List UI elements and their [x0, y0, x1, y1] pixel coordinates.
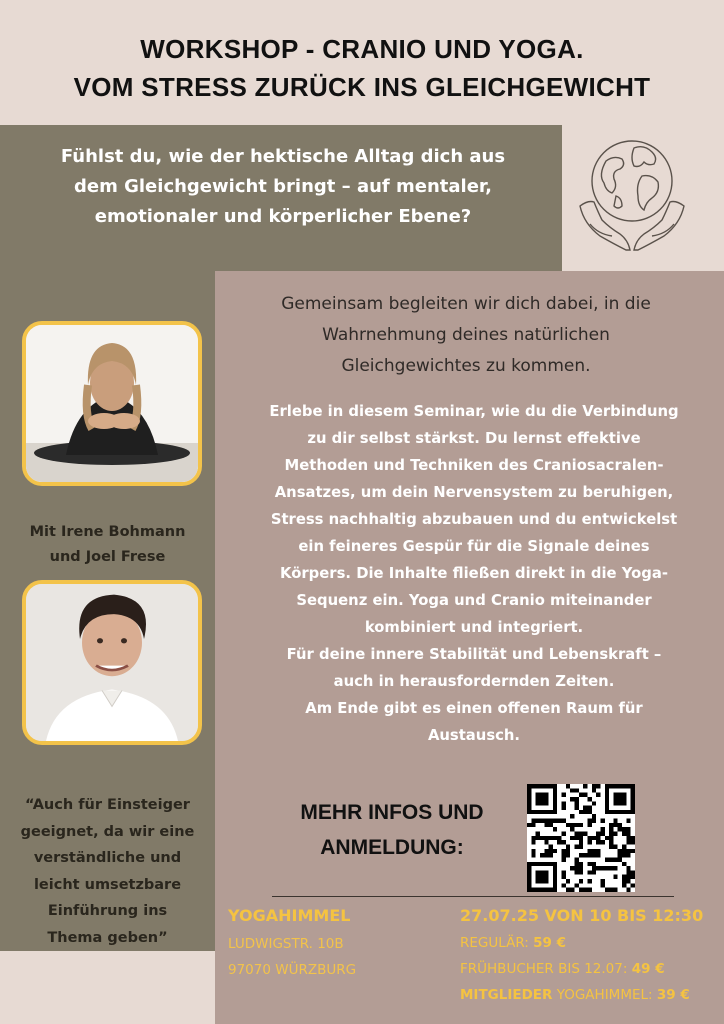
- price-member-label: YOGAHIMMEL:: [552, 987, 657, 1003]
- quote-line: Thema geben”: [47, 929, 168, 946]
- quote-line: Einführung ins: [47, 903, 168, 919]
- venue-city: 97070 WÜRZBURG: [228, 962, 357, 978]
- question-line-1: Fühlst du, wie der hektische Alltag dich aus: [60, 146, 506, 167]
- description-line: Austausch.: [427, 727, 521, 744]
- intro-line-2: Wahrnehmung deines natürlichen: [322, 325, 610, 345]
- quote-text: [0, 792, 215, 951]
- description-line: Am Ende gibt es einen offenen Raum für: [305, 700, 643, 717]
- price-early-value: 49 €: [631, 961, 665, 977]
- photo-joel-frese: [22, 580, 202, 745]
- event-date: 27.07.25 VON 10 BIS 12:30: [460, 906, 704, 925]
- venue-street: LUDWIGSTR. 10B: [228, 936, 344, 952]
- question-line-3: emotionaler und körperlicher Ebene?: [94, 206, 472, 227]
- price-member-label-bold: MITGLIEDER: [460, 987, 553, 1003]
- more-info-line-2: ANMELDUNG:: [320, 836, 464, 859]
- title-line-2: VOM STRESS ZURÜCK INS GLEICHGEWICHT: [73, 72, 651, 102]
- more-info-heading: [258, 795, 526, 865]
- description-line: Erlebe in diesem Seminar, wie du die Verbindung: [269, 403, 679, 420]
- quote-line: leicht umsetzbare: [33, 876, 182, 893]
- hosts-line-1: Mit Irene Bohmann: [29, 524, 186, 540]
- description-line: zu dir selbst stärkst. Du lernst effektive: [307, 430, 641, 447]
- description-line: Sequenz ein. Yoga und Cranio miteinander: [296, 592, 652, 609]
- description-line: Methoden und Techniken des Craniosacralen-: [284, 457, 664, 474]
- description-line: Stress nachhaltig abzubauen und du entwickelst: [270, 511, 678, 528]
- qr-code[interactable]: [527, 784, 635, 892]
- question-line-2: dem Gleichgewicht bringt – auf mentaler,: [74, 176, 492, 197]
- intro-text: [236, 289, 696, 382]
- intro-line-1: Gemeinsam begleiten wir dich dabei, in die: [281, 294, 651, 314]
- description-line: Ansatzes, um dein Nervensystem zu beruhigen,: [274, 484, 674, 501]
- price-regular: [460, 935, 566, 951]
- venue-name: YOGAHIMMEL: [228, 906, 351, 925]
- description-line: ein feineres Gespür für die Signale deines: [298, 538, 650, 555]
- price-member-value: 39 €: [656, 987, 690, 1003]
- price-member: [460, 987, 690, 1003]
- title-line-1: WORKSHOP - CRANIO UND YOGA.: [140, 34, 584, 64]
- price-early: [460, 961, 665, 977]
- price-early-label: FRÜHBUCHER BIS 12.07:: [460, 961, 632, 977]
- photo-irene-bohmann: [22, 321, 202, 486]
- description-line: kombiniert und integriert.: [364, 619, 584, 636]
- divider: [272, 896, 674, 897]
- description-line: Körpers. Die Inhalte fließen direkt in die Yoga-: [280, 565, 668, 582]
- description-line: Für deine innere Stabilität und Lebenskraft –: [286, 646, 662, 663]
- page-title: [0, 30, 724, 106]
- quote-line: geeignet, da wir eine: [20, 823, 195, 840]
- description-line: auch in herausfordernden Zeiten.: [333, 673, 615, 690]
- globe-in-hands-icon: [572, 126, 692, 258]
- question-text: [18, 142, 548, 232]
- more-info-line-1: MEHR INFOS UND: [300, 801, 484, 824]
- quote-line: “Auch für Einsteiger: [25, 797, 190, 813]
- price-regular-label: REGULÄR:: [460, 935, 534, 951]
- intro-line-3: Gleichgewichtes zu kommen.: [341, 356, 591, 376]
- hosts-line-2: und Joel Frese: [49, 549, 166, 565]
- hosts-text: [0, 520, 215, 570]
- quote-line: verständliche und: [33, 850, 182, 866]
- description-text: [224, 398, 724, 749]
- price-regular-value: 59 €: [533, 935, 567, 951]
